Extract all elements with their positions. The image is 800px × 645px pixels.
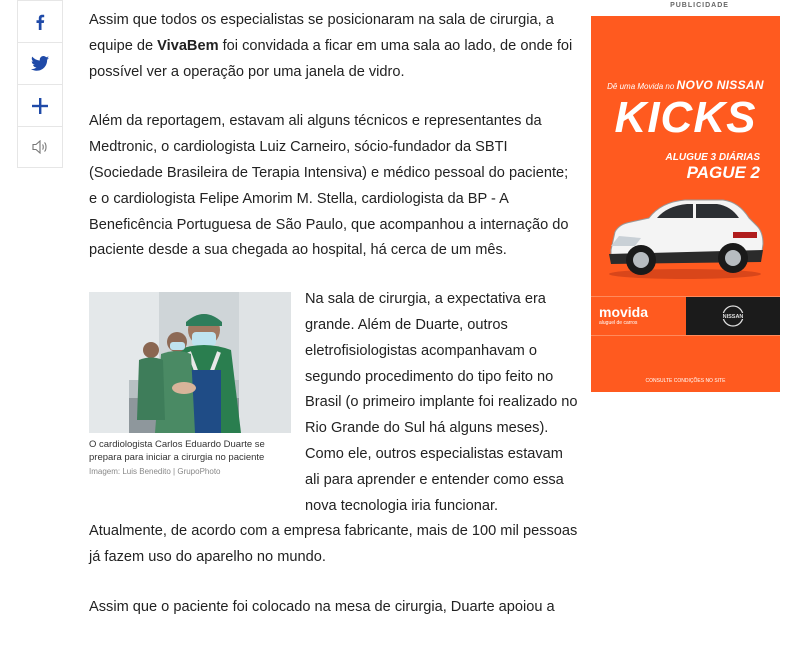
paragraph-2: Além da reportagem, estavam ali alguns técnicos e representantes da Medtronic, o cardiologista Luiz Carneiro, sócio-fundador da SBTI (Sociedade Brasileira de Terapia Intensiva) e médico pessoal do paciente; e o cardiologista Felipe Amorim M. Stella, cardiologista da BP - A Beneficência Portuguesa de São Paulo, que acompanhou a internação do paciente desde a sua chegada ao hospital, há cerca de um mês. — [89, 113, 569, 259]
surgery-photo — [89, 292, 291, 433]
movida-logo — [591, 297, 686, 335]
ad-header — [591, 78, 780, 140]
share-facebook-button[interactable] — [18, 1, 62, 43]
article-body — [89, 8, 579, 645]
brand-vivabem: VivaBem — [157, 37, 219, 54]
twitter-icon — [31, 56, 49, 71]
figure-section — [89, 287, 579, 519]
ad-brands — [591, 296, 780, 336]
ad-tagline — [591, 78, 780, 92]
movida-name: movida — [599, 304, 649, 320]
ad-offer — [666, 152, 760, 182]
plus-icon — [32, 98, 48, 114]
listen-audio-button[interactable] — [18, 127, 62, 167]
figure-credit: Imagem: Luis Benedito | GrupoPhoto — [89, 467, 221, 477]
ad-headline: KICKS — [614, 93, 757, 142]
paragraph-3-wrap — [305, 287, 580, 519]
nissan-logo-text: NISSAN — [722, 314, 744, 320]
paragraph-1-text-b: foi convidada a ficar em uma sala ao lado, de onde foi possível ver a operação por uma janela de vidro. — [89, 37, 573, 80]
nissan-logo — [686, 297, 780, 335]
figure-caption: O cardiologista Carlos Eduardo Duarte se prepara para iniciar a cirurgia no paciente — [89, 439, 265, 464]
facebook-icon — [34, 14, 46, 30]
nissan-logo-icon — [713, 304, 753, 328]
surgery-photo-illustration — [89, 292, 291, 433]
car-image — [605, 188, 767, 280]
movida-sub: aluguel de carros — [599, 320, 638, 326]
share-more-button[interactable] — [18, 85, 62, 127]
nissan-kicks-ad[interactable] — [591, 16, 780, 392]
article-figure — [89, 292, 291, 478]
ad-tagline-prefix: Dê uma Movida no — [607, 82, 675, 91]
ad-label: PUBLICIDADE — [670, 2, 729, 9]
ad-offer-line2: PAGUE 2 — [686, 163, 760, 182]
share-twitter-button[interactable] — [18, 43, 62, 85]
paragraph-5: Assim que o paciente foi colocado na mesa de cirurgia, Duarte apoiou a — [89, 598, 555, 615]
paragraph-1-text-a: Assim que todos os especialistas se posicionaram na sala de cirurgia, a equipe de — [89, 12, 554, 54]
ad-footer: CONSULTE CONDIÇÕES NO SITE — [645, 378, 726, 384]
paragraph-3: Na sala de cirurgia, a expectativa era grande. Além de Duarte, outros eletrofisiologistas acompanhavam o segundo procedimento do tipo feito no Brasil (o primeiro implante foi realizado no Rio Grande do Sul há alguns meses). Como ele, outros especialistas estavam ali para aprender e entender como essa nova tecnologia iria funcionar. — [305, 291, 578, 514]
ad-tagline-bold: NOVO NISSAN — [676, 78, 764, 92]
share-bar — [17, 0, 63, 168]
paragraph-4: Atualmente, de acordo com a empresa fabricante, mais de 100 mil pessoas já fazem uso do aparelho no mundo. — [89, 523, 578, 565]
paragraph-1 — [89, 8, 579, 85]
ad-offer-line1: ALUGUE 3 DIÁRIAS — [665, 152, 760, 163]
speaker-icon — [32, 140, 49, 154]
